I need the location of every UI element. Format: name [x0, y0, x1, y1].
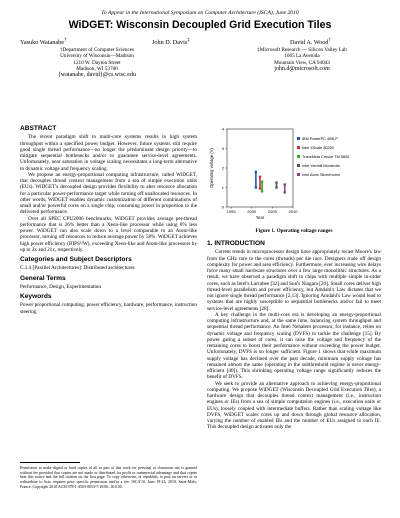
keywords-heading: Keywords: [20, 293, 52, 300]
data-point: [284, 183, 286, 185]
data-point: [284, 191, 286, 193]
paper-title: WiDGET: Wisconsin Decoupled Grid Execution Tiles: [68, 19, 332, 31]
author-2: John D. Davis‡: [152, 37, 190, 47]
abstract-paragraph: The recent paradigm shift to multi-core systems results in high system throughput within a specified power budget. However, future systems still require good single thread performance—no longer the predominant design priority—to mitigate sequential bottlenecks and/or to guarantee service-level agreements. Unfortunately, near saturation in voltage scaling necessitates a long-term alternative to dynamic voltage and frequency scaling.: [20, 134, 197, 172]
intro-paragraph: We seek to provide an alternative approach to achieving energy-proportional computing. We propose WiDGET (Wisconsin Decoupled Grid Execution Tiles), a hardware design that decouples thread context management (i.e., instruction engines or IEs) from a sea of simple computation engines (i.e., execution units or EUs), loosely coupled with intermediate buffers. Rather than scaling voltage like DVFS, WiDGET scales cores up and down through global resource allocation, varying the number of enabled IEs and the number of EUs assigned to each IE. This decoupled design activates only the: [207, 380, 381, 431]
email-right: john.d@microsoft.com: [274, 65, 330, 72]
email-left: {watanabe, david}@cs.wisc.edu: [58, 72, 136, 79]
y-tick-label: 3: [221, 146, 224, 151]
y-tick-label: 4: [221, 126, 224, 132]
general-terms-text: Performance, Design, Experimentation: [20, 283, 101, 290]
author-3: David A. Wood†: [290, 37, 331, 47]
keywords-text: Power proportional computing, power efficiency, hardware, performance, instruction steering: [20, 302, 197, 315]
y-tick-label: 1: [221, 185, 224, 190]
legend-entry: Intel Yamhill Montecito: [302, 164, 340, 168]
right-column: [207, 237, 381, 431]
data-point: [261, 190, 263, 192]
affiliation-left: †Department of Computer Sciences University of Wisconsin—Madison 1210 W. Dayton Street Madison, WI 53706 {watanabe, david}@cs.wisc.edu: [22, 47, 172, 78]
y-axis-label: Operating voltage (V): [209, 148, 214, 188]
abstract-paragraph: Over all SPEC CPU2006 benchmarks, WiDGET provides average per-thread performance that is 26% better than a Xeon-like processor while using 8% less power. WiDGET can also scale down to a level comparable to an Atom-like processor, turning off resources to reduce average power by 58%. WiDGET achieves high power efficiency (BIPS³/W), exceeding Xeon-like and Atom-like processors by up to 2x and 21x, respectively.: [20, 215, 197, 253]
abstract-paragraph: We propose an energy-proportional computing infrastructure, called WiDGET, that decouples thread context management from a sea of simple execution units (EUs). WiDGET's decoupled design provides flexibility to alter resource allocation for a particular power-performance target while turning off unallocated resources. In other words, WiDGET enables dynamic customization of different combinations of small and/or powerful cores on a single chip, consuming power in proportion to the delivered performance.: [20, 171, 197, 216]
figure-1: [207, 125, 381, 225]
categories-heading: Categories and Subject Descriptors: [20, 256, 132, 263]
venue-line: To Appear in the International Symposium on Computer Architecture (ISCA), June 2010: [101, 10, 299, 16]
author-1: Yasuko Watanabe†: [20, 37, 67, 47]
legend-swatch: [297, 173, 300, 176]
legend-entry: IBM PowerPC 405LP: [302, 137, 338, 141]
legend-swatch: [297, 137, 300, 140]
voltage-chart: [207, 125, 381, 225]
data-point: [259, 187, 261, 189]
footnote-rule: [20, 462, 80, 463]
y-tick-label: 0: [221, 204, 224, 210]
data-point: [275, 186, 277, 188]
affiliation-right: ‡Microsoft Research — Silicon Valley Lab 1065 La Avenida Mountain View, CA 94043 john.d@microsoft.com: [222, 47, 382, 72]
categories-text: C.1.4 [Parallel Architectures]: Distributed architectures: [20, 265, 135, 272]
intro-paragraph: A key challenge in the multi-core era is developing an energy-proportional computing infrastructure and, at the same time, balancing system throughput and sequential thread performance. An Intel Nehalem processor, for instance, relies on dynamic voltage and frequency scaling (DVFS) to tackle the challenge [15]. By power gating a subset of cores, it can raise the voltage and frequency of the remaining cores to boost their performance without exceeding the power budget. Unfortunately, DVFS is no longer sufficient. Figure 1 shows that while maximum supply voltage has declined over the past decade, minimum supply voltage has remained almost the same (operating in the subthreshold regime is never energy-efficient [40]). This shrinking operating voltage range significantly reduces the benefit of DVFS.: [207, 311, 381, 381]
x-tick-label: 2000: [247, 209, 257, 214]
plot-frame: [227, 129, 293, 207]
legend-swatch: [297, 155, 300, 158]
intro-paragraph: Current trends in microprocessor design have appropriately recast Moore's law from the GHz race to the cores (threads) per die race. Designers trade off design complexity for power and area efficiency. Furthermore, ever increasing wire delays force many small hardware structures over a few large monolithic structures. As a result, we have observed a paradigm shift to chips with multiple simple in-order cores, such as Intel's Larrabee [32] and Sun's Niagara [20]. Small cores deliver high thread-level parallelism and power efficiency, but Amdahl's Law dictates that we not ignore single thread performance [2,13]. Ignoring Amdahl's Law would lead to systems that are highly susceptible to sequential bottlenecks and/or fail to meet service-level agreements [28].: [207, 249, 382, 312]
y-tick-label: 2: [221, 165, 224, 171]
x-tick-label: 1995: [226, 209, 236, 214]
data-point: [255, 186, 257, 188]
data-point: [255, 171, 257, 173]
intro-heading: 1. INTRODUCTION: [207, 240, 265, 247]
x-tick-label: 2005: [267, 209, 277, 214]
legend-entry: TransMeta Crusoe TM 5800: [302, 155, 350, 159]
left-column: [20, 122, 197, 315]
x-tick-label: 2010: [288, 209, 298, 214]
legend-swatch: [297, 164, 300, 167]
permission-notice: Permission to make digital or hard copies of all or part of this work for personal or classroom use is granted without fee provided that copies are not made or distributed for profit or commercial advantage and that copies bear this notice and the full citation on the first page. To copy otherwise, or republish, to post on servers or to redistribute to lists, requires prior specific permission and/or a fee. ISCA'10, June 19-23, 2010, Saint-Malo, France. Copyright 2010 ACM 978-1-4503-0053-7/10/06...$10.00.: [20, 466, 197, 489]
data-point: [261, 180, 263, 182]
legend-entry: Intel Atom Silverthorne: [302, 173, 341, 177]
general-terms-heading: General Terms: [20, 274, 66, 282]
figure-caption: Figure 1. Operating voltage ranges: [255, 228, 333, 234]
x-axis-label: Year: [255, 215, 265, 220]
data-point: [275, 181, 277, 183]
abstract-heading: ABSTRACT: [20, 125, 57, 132]
legend-swatch: [297, 146, 300, 149]
data-point: [259, 176, 261, 178]
legend-entry: Intel XScale 80200: [302, 146, 334, 150]
